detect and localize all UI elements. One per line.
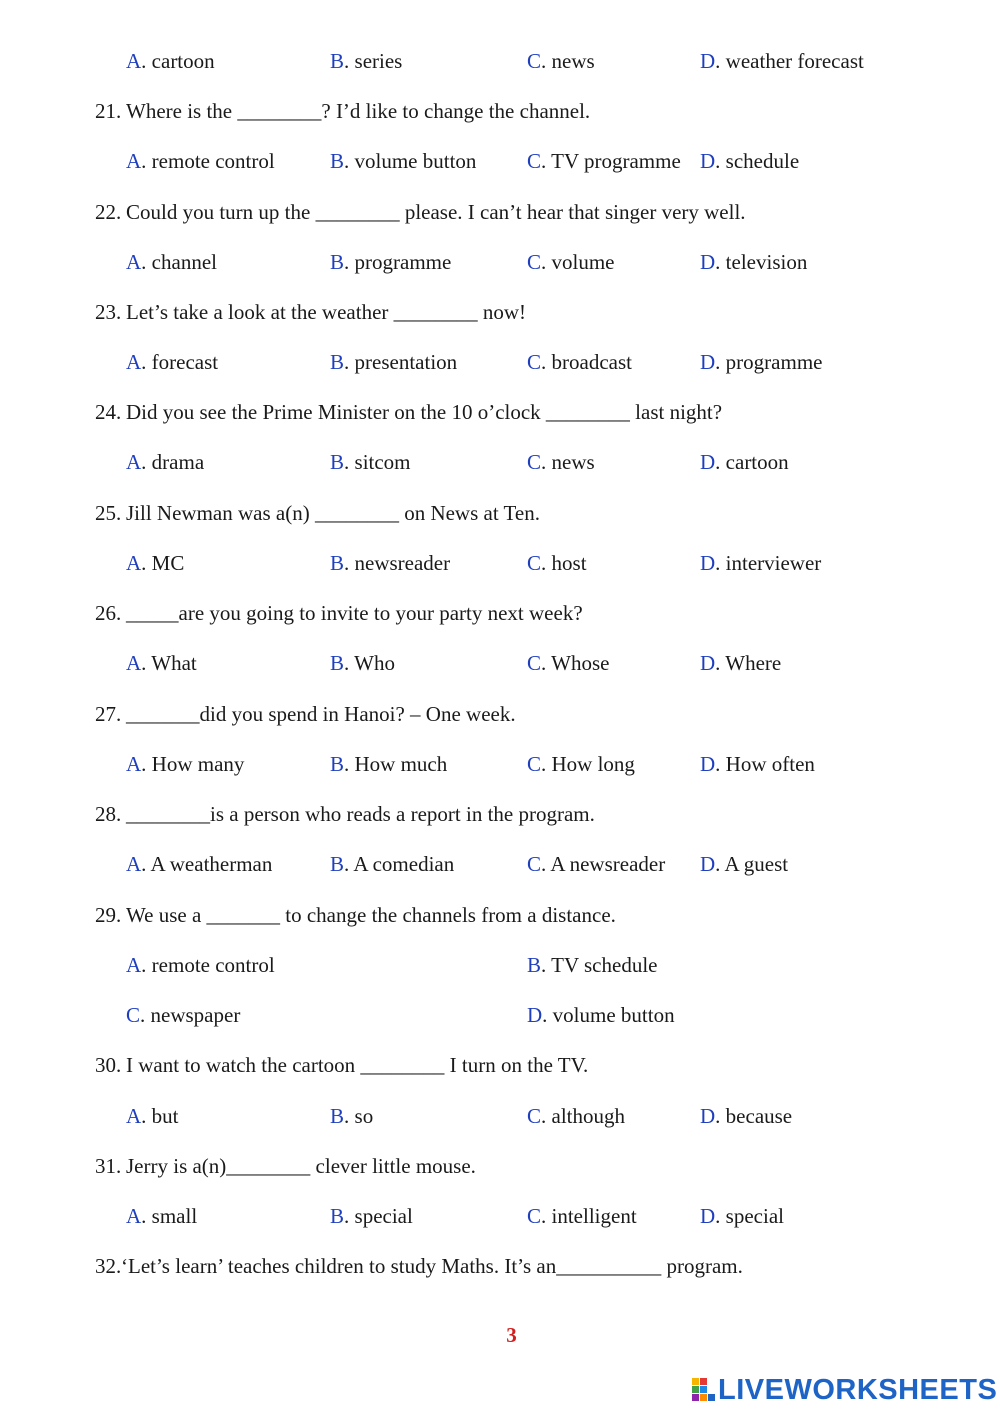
question-text: _______did you spend in Hanoi? – One week. bbox=[126, 702, 516, 726]
option-d[interactable]: D. interviewer bbox=[700, 551, 822, 575]
option-d[interactable]: D. cartoon bbox=[700, 450, 789, 474]
question-number: 25. bbox=[95, 501, 122, 525]
option-b[interactable]: B. How much bbox=[330, 752, 448, 776]
liveworksheets-logo-icon bbox=[692, 1378, 716, 1402]
options-row-27 bbox=[0, 749, 1000, 779]
question-29 bbox=[0, 900, 1000, 930]
question-number: 28. bbox=[95, 802, 122, 826]
option-b[interactable]: B. TV schedule bbox=[527, 953, 658, 977]
question-number: 23. bbox=[95, 300, 122, 324]
option-a[interactable]: A. cartoon bbox=[126, 49, 215, 73]
option-b[interactable]: B. sitcom bbox=[330, 450, 411, 474]
option-c[interactable]: C. news bbox=[527, 450, 595, 474]
option-a[interactable]: A. MC bbox=[126, 551, 185, 575]
option-a[interactable]: A. What bbox=[126, 651, 197, 675]
question-text: Jill Newman was a(n) ________ on News at Ten. bbox=[126, 501, 540, 525]
option-a[interactable]: A. How many bbox=[126, 752, 245, 776]
option-b[interactable]: B. volume button bbox=[330, 149, 477, 173]
option-c[interactable]: C. newspaper bbox=[126, 1003, 241, 1027]
option-a[interactable]: A. channel bbox=[126, 250, 217, 274]
option-c[interactable]: C. volume bbox=[527, 250, 615, 274]
options-row-26 bbox=[0, 648, 1000, 678]
option-d[interactable]: D. How often bbox=[700, 752, 815, 776]
options-row-28 bbox=[0, 849, 1000, 879]
question-number: 22. bbox=[95, 200, 122, 224]
option-d[interactable]: D. volume button bbox=[527, 1003, 675, 1027]
question-31 bbox=[0, 1151, 1000, 1181]
question-27 bbox=[0, 699, 1000, 729]
option-b[interactable]: B. Who bbox=[330, 651, 395, 675]
options-row-22 bbox=[0, 247, 1000, 277]
question-text: _____are you going to invite to your party next week? bbox=[126, 601, 583, 625]
question-21 bbox=[0, 96, 1000, 126]
option-d[interactable]: D. programme bbox=[700, 350, 823, 374]
option-c[interactable]: C. TV programme bbox=[527, 149, 681, 173]
question-number: 32. bbox=[95, 1254, 122, 1278]
question-30 bbox=[0, 1050, 1000, 1080]
option-b[interactable]: B. series bbox=[330, 49, 403, 73]
option-b[interactable]: B. A comedian bbox=[330, 852, 455, 876]
option-c[interactable]: C. How long bbox=[527, 752, 635, 776]
options-row-29b bbox=[0, 1000, 1000, 1030]
brand-name: LIVEWORKSHEETS bbox=[718, 1373, 998, 1406]
question-text: Could you turn up the ________ please. I can’t hear that singer very well. bbox=[126, 200, 746, 224]
option-b[interactable]: B. so bbox=[330, 1104, 374, 1128]
question-number: 29. bbox=[95, 903, 122, 927]
question-22 bbox=[0, 197, 1000, 227]
question-number: 26. bbox=[95, 601, 122, 625]
options-row-30 bbox=[0, 1101, 1000, 1131]
option-b[interactable]: B. programme bbox=[330, 250, 452, 274]
options-row-31 bbox=[0, 1201, 1000, 1231]
option-b[interactable]: B. newsreader bbox=[330, 551, 451, 575]
option-c[interactable]: C. news bbox=[527, 49, 595, 73]
option-a[interactable]: A. forecast bbox=[126, 350, 219, 374]
question-25 bbox=[0, 498, 1000, 528]
question-24 bbox=[0, 397, 1000, 427]
question-text: I want to watch the cartoon ________ I turn on the TV. bbox=[126, 1053, 589, 1077]
option-c[interactable]: C. intelligent bbox=[527, 1204, 637, 1228]
option-c[interactable]: C. broadcast bbox=[527, 350, 632, 374]
question-32 bbox=[0, 1251, 1000, 1281]
question-text: We use a _______ to change the channels from a distance. bbox=[126, 903, 616, 927]
option-d[interactable]: D. weather forecast bbox=[700, 49, 864, 73]
question-number: 27. bbox=[95, 702, 122, 726]
option-d[interactable]: D. A guest bbox=[700, 852, 789, 876]
option-c[interactable]: C. Whose bbox=[527, 651, 610, 675]
options-row-29a bbox=[0, 950, 1000, 980]
option-a[interactable]: A. A weatherman bbox=[126, 852, 273, 876]
options-row-21 bbox=[0, 146, 1000, 176]
question-text: Did you see the Prime Minister on the 10 o’clock ________ last night? bbox=[126, 400, 723, 424]
question-number: 30. bbox=[95, 1053, 122, 1077]
option-d[interactable]: D. because bbox=[700, 1104, 793, 1128]
question-text: ________is a person who reads a report in the program. bbox=[126, 802, 595, 826]
option-d[interactable]: D. Where bbox=[700, 651, 782, 675]
question-26 bbox=[0, 598, 1000, 628]
question-number: 31. bbox=[95, 1154, 122, 1178]
question-text: Where is the ________? I’d like to change the channel. bbox=[126, 99, 591, 123]
option-d[interactable]: D. schedule bbox=[700, 149, 800, 173]
option-d[interactable]: D. television bbox=[700, 250, 808, 274]
option-c[interactable]: C. A newsreader bbox=[527, 852, 666, 876]
page-number: 3 bbox=[506, 1323, 517, 1347]
option-b[interactable]: B. special bbox=[330, 1204, 413, 1228]
options-row-20 bbox=[0, 46, 1000, 76]
option-a[interactable]: A. remote control bbox=[126, 149, 275, 173]
options-row-25 bbox=[0, 548, 1000, 578]
option-a[interactable]: A. drama bbox=[126, 450, 205, 474]
option-d[interactable]: D. special bbox=[700, 1204, 784, 1228]
liveworksheets-logo[interactable] bbox=[692, 1372, 997, 1408]
question-text: Jerry is a(n)________ clever little mouse. bbox=[126, 1154, 476, 1178]
option-c[interactable]: C. host bbox=[527, 551, 587, 575]
question-number: 21. bbox=[95, 99, 122, 123]
question-number: 24. bbox=[95, 400, 122, 424]
option-a[interactable]: A. remote control bbox=[126, 953, 275, 977]
option-a[interactable]: A. small bbox=[126, 1204, 198, 1228]
question-23 bbox=[0, 297, 1000, 327]
option-c[interactable]: C. although bbox=[527, 1104, 626, 1128]
question-text: ‘Let’s learn’ teaches children to study Maths. It’s an__________ program. bbox=[121, 1254, 743, 1278]
question-28 bbox=[0, 799, 1000, 829]
question-text: Let’s take a look at the weather ________ now! bbox=[126, 300, 527, 324]
options-row-23 bbox=[0, 347, 1000, 377]
option-b[interactable]: B. presentation bbox=[330, 350, 458, 374]
options-row-24 bbox=[0, 447, 1000, 477]
option-a[interactable]: A. but bbox=[126, 1104, 179, 1128]
